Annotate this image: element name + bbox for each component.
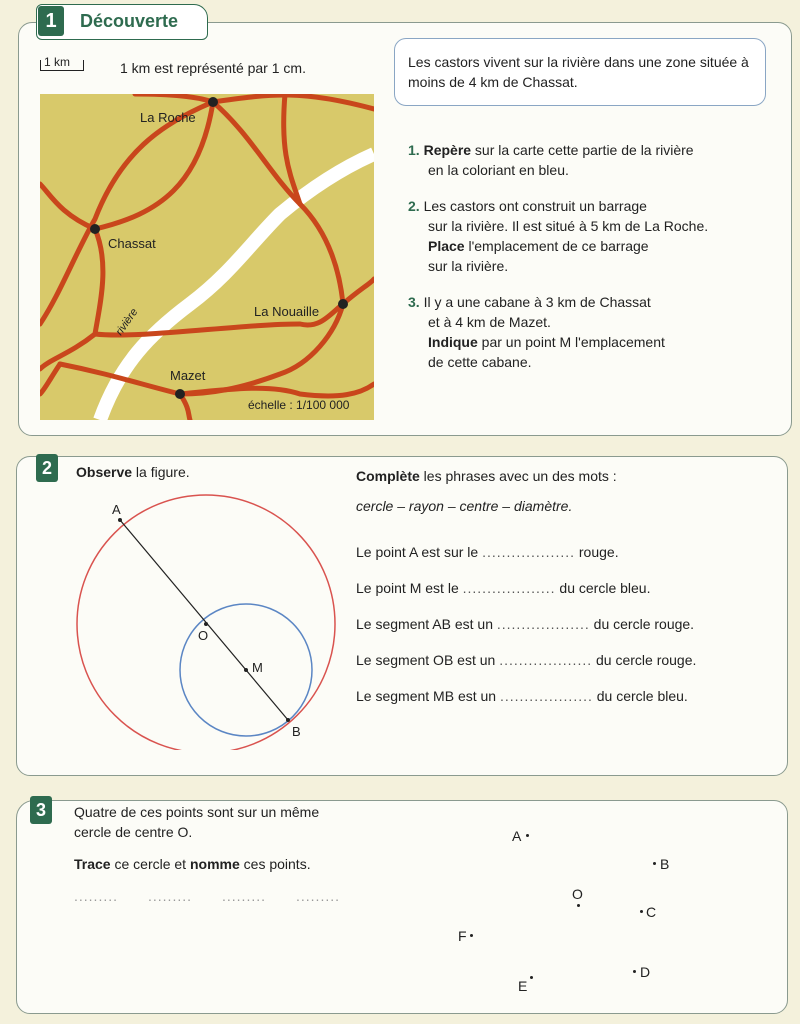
complete-verb: Complète bbox=[356, 468, 420, 484]
section-3-line2: cercle de centre O. bbox=[74, 824, 193, 840]
question-2-line2: sur la rivière. Il est situé à 5 km de La Roche. bbox=[428, 218, 709, 234]
question-3-number: 3. bbox=[408, 294, 420, 310]
point-d-label: D bbox=[640, 964, 651, 980]
label-a: A bbox=[112, 502, 121, 517]
question-2-line4: sur la rivière. bbox=[428, 258, 509, 274]
town-mazet-marker bbox=[175, 389, 185, 399]
town-la-roche-marker bbox=[208, 97, 218, 107]
point-f-dot bbox=[470, 934, 473, 937]
circle-figure bbox=[60, 490, 350, 750]
trace-end: ces points. bbox=[239, 856, 311, 872]
sentence-3-end: du cercle rouge. bbox=[593, 616, 695, 632]
point-f-label: F bbox=[458, 928, 467, 944]
question-3-line4: de cette cabane. bbox=[428, 354, 532, 370]
question-3-line3: par un point M l'emplacement bbox=[477, 334, 665, 350]
point-c-label: C bbox=[646, 904, 657, 920]
question-3-verb: Indique bbox=[428, 334, 478, 350]
point-a-label: A bbox=[512, 828, 522, 844]
segment-ab bbox=[120, 520, 288, 720]
section-3-number: 3 bbox=[30, 796, 52, 824]
sentence-4-blank[interactable]: ................... bbox=[499, 652, 593, 668]
point-c-dot bbox=[640, 910, 643, 913]
question-2-number: 2. bbox=[408, 198, 420, 214]
point-d-dot bbox=[633, 970, 636, 973]
trace-verb: Trace bbox=[74, 856, 111, 872]
scale-bar-label: 1 km bbox=[44, 55, 71, 69]
question-3 bbox=[408, 292, 778, 372]
river bbox=[100, 154, 374, 420]
observe-text: la figure. bbox=[132, 464, 190, 480]
section-3-line1: Quatre de ces points sont sur un même bbox=[74, 804, 320, 820]
town-la-nouaille-label: La Nouaille bbox=[254, 304, 320, 319]
sentence-5-start: Le segment MB est un bbox=[356, 688, 497, 704]
question-3-line2: et à 4 km de Mazet. bbox=[428, 314, 551, 330]
point-e-label: E bbox=[518, 978, 528, 994]
sentence-2-end: du cercle bleu. bbox=[559, 580, 651, 596]
sentence-1-start: Le point A est sur le bbox=[356, 544, 479, 560]
question-1 bbox=[408, 140, 778, 180]
question-3-line1: Il y a une cabane à 3 km de Chassat bbox=[423, 294, 651, 310]
answer-blank-2[interactable]: ......... bbox=[148, 888, 193, 904]
label-o: O bbox=[198, 628, 209, 643]
sentence-3-blank[interactable]: ................... bbox=[496, 616, 590, 632]
sentence-3-start: Le segment AB est un bbox=[356, 616, 493, 632]
town-la-roche-label: La Roche bbox=[140, 110, 196, 125]
sentence-5-blank[interactable]: ................... bbox=[499, 688, 593, 704]
answer-blank-4[interactable]: ......... bbox=[296, 888, 341, 904]
observe-verb: Observe bbox=[76, 464, 133, 480]
trace-mid: ce cercle et bbox=[110, 856, 190, 872]
sentence-1-blank[interactable]: ................... bbox=[482, 544, 575, 560]
sentence-2-start: Le point M est le bbox=[356, 580, 459, 596]
trace-instruction bbox=[74, 854, 311, 874]
question-1-text: sur la carte cette partie de la rivière bbox=[471, 142, 694, 158]
point-b-dot bbox=[653, 862, 656, 865]
section-1-number: 1 bbox=[38, 6, 64, 36]
question-1-verb: Repère bbox=[423, 142, 472, 158]
point-o-label: O bbox=[572, 886, 583, 902]
point-m bbox=[244, 668, 248, 672]
word-list: cercle – rayon – centre – diamètre. bbox=[356, 498, 573, 514]
section-2-number: 2 bbox=[36, 454, 58, 482]
point-a-dot bbox=[526, 834, 529, 837]
question-2-verb: Place bbox=[428, 238, 465, 254]
question-2-line1: Les castors ont construit un barrage bbox=[423, 198, 647, 214]
town-mazet-label: Mazet bbox=[170, 368, 206, 383]
label-b: B bbox=[292, 724, 301, 739]
sentence-1 bbox=[356, 542, 619, 562]
observe-instruction bbox=[76, 462, 190, 482]
complete-text: les phrases avec un des mots : bbox=[419, 468, 617, 484]
answer-blank-3[interactable]: ......... bbox=[222, 888, 267, 904]
river-label: rivière bbox=[113, 306, 141, 338]
sentence-4 bbox=[356, 650, 696, 670]
town-chassat-marker bbox=[90, 224, 100, 234]
point-b bbox=[286, 718, 290, 722]
sentence-4-end: du cercle rouge. bbox=[596, 652, 697, 668]
sentence-4-start: Le segment OB est un bbox=[356, 652, 496, 668]
point-o-dot bbox=[577, 904, 580, 907]
sentence-2 bbox=[356, 578, 650, 598]
intro-text: Les castors vivent sur la rivière dans une zone située à moins de 4 km de Chassat. bbox=[408, 54, 749, 90]
sentence-3 bbox=[356, 614, 694, 634]
town-chassat-label: Chassat bbox=[108, 236, 156, 251]
sentence-5 bbox=[356, 686, 688, 706]
point-b-label: B bbox=[660, 856, 670, 872]
complete-instruction bbox=[356, 466, 617, 486]
question-1-number: 1. bbox=[408, 142, 420, 158]
sentence-2-blank[interactable]: ................... bbox=[462, 580, 556, 596]
label-m: M bbox=[252, 660, 263, 675]
nomme-verb: nomme bbox=[189, 856, 240, 872]
map-drawing bbox=[40, 94, 374, 420]
map-scale-label: échelle : 1/100 000 bbox=[248, 398, 350, 412]
sentence-5-end: du cercle bleu. bbox=[596, 688, 688, 704]
town-la-nouaille-marker bbox=[338, 299, 348, 309]
answer-blank-1[interactable]: ......... bbox=[74, 888, 119, 904]
sentence-1-end: rouge. bbox=[578, 544, 619, 560]
map bbox=[40, 94, 374, 420]
question-1-text2: en la coloriant en bleu. bbox=[428, 162, 569, 178]
question-2-line3: l'emplacement de ce barrage bbox=[464, 238, 649, 254]
scale-text: 1 km est représenté par 1 cm. bbox=[120, 60, 306, 76]
question-2 bbox=[408, 196, 778, 276]
point-e-dot bbox=[530, 976, 533, 979]
section-1-title: Découverte bbox=[80, 11, 179, 31]
